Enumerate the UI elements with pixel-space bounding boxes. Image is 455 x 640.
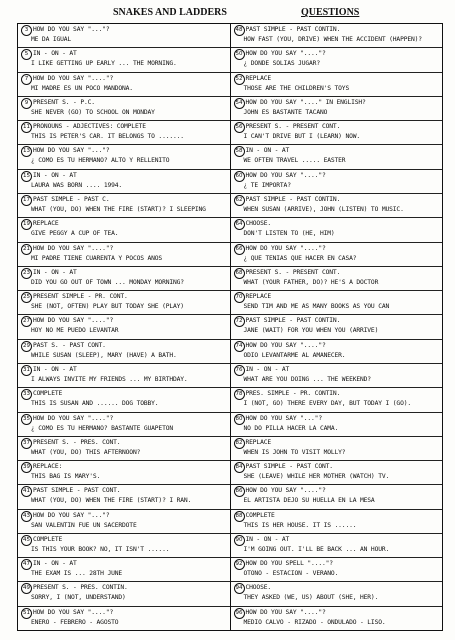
- question-instruction: [21, 292, 227, 303]
- instruction-text: PRES. SIMPLE - PR. CONTIN.: [245, 390, 341, 398]
- question-cell: [231, 97, 443, 121]
- question-instruction: [21, 462, 227, 473]
- question-text: THIS BAG IS MARY'S.: [31, 473, 101, 481]
- instruction-text: HOW DO YOU SPELL "...."?: [245, 560, 333, 568]
- question-instruction: [21, 608, 227, 619]
- square-number: 51: [21, 608, 32, 619]
- worksheet-subtitle: QUESTIONS: [301, 7, 360, 18]
- question-instruction: [234, 74, 440, 85]
- square-number: 41: [21, 486, 32, 497]
- square-number: 84: [234, 462, 245, 473]
- question-instruction: [234, 414, 440, 425]
- instruction-text: HOW DO YOU SAY "...."?: [33, 244, 114, 252]
- question-instruction: [21, 195, 227, 206]
- instruction-text: CHOOSE.: [245, 220, 271, 228]
- instruction-text: HOW DO YOU SAY "..."?: [33, 147, 110, 155]
- square-number: 37: [21, 438, 32, 449]
- question-text: HOY NO ME PUEDO LEVANTAR: [31, 327, 119, 335]
- question-cell: [231, 170, 443, 194]
- instruction-text: PAST S. - PAST CONT.: [33, 341, 106, 349]
- square-number: 15: [21, 171, 32, 182]
- question-instruction: [21, 316, 227, 327]
- question-cell: [231, 582, 443, 606]
- question-text: WHEN IS JOHN TO VISIT MOLLY?: [243, 448, 346, 456]
- question-cell: [231, 315, 443, 339]
- question-cell: [18, 437, 230, 461]
- question-text: NO DO PILLA HACER LA CAMA.: [243, 424, 339, 432]
- question-text: JOHN ES BASTANTE TACAÑO: [243, 108, 328, 116]
- question-instruction: [21, 535, 227, 546]
- question-cell: [18, 267, 230, 291]
- question-text: SHE NEVER (GO) TO SCHOOL ON MONDAY: [31, 108, 155, 116]
- worksheet-title: SNAKES AND LADDERS: [113, 7, 227, 18]
- question-instruction: [21, 511, 227, 522]
- question-text: WHAT ARE YOU DOING ... THE WEEKEND?: [243, 375, 371, 383]
- square-number: 35: [21, 414, 32, 425]
- instruction-text: HOW DO YOU SAY "..."?: [245, 414, 322, 422]
- instruction-text: HOW DO YOU SAY "...."?: [245, 50, 326, 58]
- instruction-text: IN - ON - AT: [33, 365, 77, 373]
- square-number: 94: [234, 583, 245, 594]
- question-cell: [231, 485, 443, 509]
- question-text: DON'T LISTEN TO (HE, HIM): [243, 230, 335, 238]
- question-text: GIVE PEGGY A CUP OF TEA.: [31, 230, 119, 238]
- question-cell: [18, 607, 230, 630]
- question-instruction: [234, 122, 440, 133]
- instruction-text: PAST SIMPLE - PAST C.: [33, 195, 110, 203]
- question-text: THIS IS HER HOUSE. IT IS ......: [243, 521, 357, 529]
- question-text: I (NOT, GO) THERE EVERY DAY, BUT TODAY I (GO).: [243, 400, 411, 408]
- question-cell: [231, 534, 443, 558]
- question-instruction: [21, 219, 227, 230]
- square-number: 19: [21, 219, 32, 230]
- instruction-text: PRONOUNS - ADJECTIVES: COMPLETE: [33, 123, 146, 131]
- instruction-text: HOW DO YOU SAY "...."?: [245, 171, 326, 179]
- question-cell: [231, 607, 443, 630]
- worksheet-header: [0, 4, 455, 20]
- square-number: 60: [234, 171, 245, 182]
- question-instruction: [21, 74, 227, 85]
- question-cell: [18, 364, 230, 388]
- question-instruction: [234, 25, 440, 36]
- square-number: 7: [21, 74, 32, 85]
- question-text: I'M GOING OUT. I'LL BE BACK ... AN HOUR.: [243, 545, 390, 553]
- question-text: THIS IS SUSAN AND ...... DOG TOBBY.: [31, 400, 159, 408]
- question-text: MI PADRE TIENE CUARENTA Y POCOS AÑOS: [31, 254, 163, 262]
- square-number: 23: [21, 268, 32, 279]
- question-instruction: [234, 389, 440, 400]
- question-text: DID YOU GO OUT OF TOWN ... MONDAY MORNING?: [31, 278, 184, 286]
- question-text: WHAT (YOU, DO) WHEN THE FIRE (START)? I SLEEPING: [31, 205, 206, 213]
- question-cell: [231, 437, 443, 461]
- question-cell: [18, 121, 230, 145]
- instruction-text: HOW DO YOU SAY "...."?: [33, 608, 114, 616]
- question-text: WE OFTEN TRAVEL ..... EASTER: [243, 157, 346, 165]
- square-number: 49: [21, 583, 32, 594]
- instruction-text: IN - ON - AT: [245, 365, 290, 373]
- question-text: SHE (NOT, OFTEN) PLAY BUT TODAY SHE (PLAY): [31, 303, 184, 311]
- question-text: WHEN SUSAN (ARRIVE), JOHN (LISTEN) TO MUSIC.: [243, 205, 404, 213]
- question-cell: [231, 413, 443, 437]
- question-text: THOSE ARE THE CHILDREN'S TOYS: [243, 84, 350, 92]
- question-text: WHAT (YOU, DO) THIS AFTERNOON?: [31, 448, 141, 456]
- question-text: WHAT (YOU, DO) WHEN THE FIRE (START)? I RAN.: [31, 497, 192, 505]
- question-instruction: [234, 511, 440, 522]
- question-text: THIS IS PETER'S CAR. IT BELONGS TO .......: [31, 133, 184, 141]
- question-cell: [18, 24, 230, 48]
- instruction-text: PAST SIMPLE - PAST CONT.: [245, 463, 333, 471]
- square-number: 21: [21, 244, 32, 255]
- square-number: 64: [234, 219, 245, 230]
- question-instruction: [21, 49, 227, 60]
- question-cell: [18, 534, 230, 558]
- instruction-text: HOW DO YOU SAY "...."?: [33, 317, 114, 325]
- instruction-text: REPLACE: [245, 438, 271, 446]
- question-instruction: [234, 559, 440, 570]
- question-cell: [231, 48, 443, 72]
- question-instruction: [21, 341, 227, 352]
- square-number: 62: [234, 195, 245, 206]
- question-text: ¿ CÓMO ES TU HERMANO? BASTANTE GUAPETÓN: [31, 424, 174, 432]
- question-cell: [231, 121, 443, 145]
- square-number: 92: [234, 559, 245, 570]
- square-number: 86: [234, 486, 245, 497]
- instruction-text: PRESENT S. - PRESENT CONT.: [245, 123, 341, 131]
- question-text: I ALWAYS INVITE MY FRIENDS ... MY BIRTHDAY.: [31, 375, 188, 383]
- question-instruction: [234, 98, 440, 109]
- question-text: THEY ASKED (WE, US) ABOUT (SHE, HER).: [243, 594, 379, 602]
- question-cell: [231, 267, 443, 291]
- square-number: 76: [234, 365, 245, 376]
- question-instruction: [21, 438, 227, 449]
- question-instruction: [21, 559, 227, 570]
- question-cell: [231, 364, 443, 388]
- instruction-text: COMPLETE: [33, 390, 63, 398]
- question-instruction: [234, 244, 440, 255]
- question-text: ODIO LEVANTARME AL AMANECER.: [243, 351, 346, 359]
- question-text: JANE (WAIT) FOR YOU WHEN YOU (ARRIVE): [243, 327, 379, 335]
- square-number: 50: [234, 49, 245, 60]
- question-cell: [18, 243, 230, 267]
- question-text: SAN VALENTÍN FUE UN SACERDOTE: [31, 521, 137, 529]
- question-cell: [231, 510, 443, 534]
- question-instruction: [234, 341, 440, 352]
- question-cell: [231, 145, 443, 169]
- question-cell: [231, 24, 443, 48]
- question-text: HOW FAST (YOU, DRIVE) WHEN THE ACCIDENT (HAPPEN)?: [243, 36, 422, 43]
- square-number: 33: [21, 389, 32, 400]
- question-instruction: [21, 486, 227, 497]
- question-cell: [18, 485, 230, 509]
- question-text: MI MADRE ES UN POCO MANDONA.: [31, 84, 133, 92]
- instruction-text: PRESENT S. - PRES. CONTIN.: [33, 584, 128, 592]
- question-text: SHE (LEAVE) WHILE HER MOTHER (WATCH) TV.: [243, 473, 390, 481]
- question-text: WHILE SUSAN (SLEEP), MARY (HAVE) A BATH.: [31, 351, 177, 359]
- question-instruction: [21, 268, 227, 279]
- question-text: SEND TIM AND ME AS MANY BOOKS AS YOU CAN: [243, 303, 390, 311]
- question-cell: [18, 48, 230, 72]
- instruction-text: PRESENT S. - PRESENT CONT.: [245, 268, 341, 276]
- instruction-text: PRESENT S. - P.C.: [33, 98, 95, 106]
- instruction-text: REPLACE: [33, 220, 59, 228]
- instruction-text: HOW DO YOU SAY "...."?: [33, 414, 114, 422]
- square-number: 48: [234, 25, 245, 36]
- question-cell: [231, 243, 443, 267]
- instruction-text: REPLACE: [245, 293, 271, 301]
- question-text: OTOÑO - ESTACIÓN - VERANO.: [243, 570, 339, 578]
- instruction-text: IN - ON - AT: [33, 50, 77, 58]
- question-instruction: [234, 462, 440, 473]
- question-text: I LIKE GETTING UP EARLY ... THE MORNING.: [31, 60, 177, 68]
- question-instruction: [234, 583, 440, 594]
- question-instruction: [234, 365, 440, 376]
- question-instruction: [234, 268, 440, 279]
- question-instruction: [234, 146, 440, 157]
- question-text: ¿ CÓMO ES TU HERMANO? ALTO Y RELLENITO: [31, 157, 170, 165]
- questions-table: [17, 23, 443, 631]
- square-number: 17: [21, 195, 32, 206]
- instruction-text: PAST SIMPLE - PAST CONTIN.: [245, 195, 341, 203]
- question-instruction: [234, 316, 440, 327]
- square-number: 31: [21, 365, 32, 376]
- square-number: 3: [21, 25, 32, 36]
- square-number: 9: [21, 98, 32, 109]
- square-number: 47: [21, 559, 32, 570]
- question-text: I CAN'T DRIVE BUT I (LEARN) NOW.: [243, 133, 361, 141]
- instruction-text: IN - ON - AT: [245, 147, 290, 155]
- question-instruction: [21, 365, 227, 376]
- instruction-text: COMPLETE: [33, 535, 63, 543]
- question-text: SORRY, I (NOT, UNDERSTAND): [31, 594, 126, 602]
- question-instruction: [21, 122, 227, 133]
- question-cell: [18, 291, 230, 315]
- instruction-text: HOW DO YOU SAY "..."?: [33, 26, 110, 33]
- question-instruction: [21, 98, 227, 109]
- question-cell: [231, 388, 443, 412]
- question-cell: [18, 510, 230, 534]
- question-text: EL ARTISTA DEJÓ SU HUELLA EN LA MESA: [243, 497, 375, 505]
- question-instruction: [234, 219, 440, 230]
- square-number: 29: [21, 341, 32, 352]
- question-instruction: [21, 146, 227, 157]
- question-cell: [18, 145, 230, 169]
- question-instruction: [234, 486, 440, 497]
- question-cell: [231, 340, 443, 364]
- question-text: THE EXAM IS ... 28TH JUNE: [31, 570, 123, 578]
- instruction-text: PRESENT S. - PRES. CONT.: [33, 438, 121, 446]
- square-number: 82: [234, 438, 245, 449]
- question-text: ¿ DÓNDE SOLÍAS JUGAR?: [243, 60, 320, 68]
- instruction-text: IN - ON - AT: [33, 171, 77, 179]
- question-cell: [231, 291, 443, 315]
- question-text: LAURA WAS BORN .... 1994.: [31, 181, 123, 189]
- square-number: 5: [21, 49, 32, 60]
- question-cell: [231, 73, 443, 97]
- question-cell: [18, 388, 230, 412]
- square-number: 52: [234, 74, 245, 85]
- question-instruction: [21, 583, 227, 594]
- square-number: 13: [21, 146, 32, 157]
- square-number: 56: [234, 122, 245, 133]
- instruction-text: HOW DO YOU SAY "...."?: [245, 341, 326, 349]
- question-cell: [18, 558, 230, 582]
- square-number: 90: [234, 535, 245, 546]
- instruction-text: HOW DO YOU SAY "...." IN ENGLISH?: [245, 98, 366, 106]
- question-cell: [18, 170, 230, 194]
- left-column: [18, 24, 230, 630]
- question-cell: [18, 73, 230, 97]
- square-number: 96: [234, 608, 245, 619]
- question-instruction: [234, 608, 440, 619]
- question-instruction: [234, 49, 440, 60]
- square-number: 66: [234, 244, 245, 255]
- question-text: ENERO - FEBRERO - AGOSTO: [31, 618, 119, 626]
- question-cell: [18, 315, 230, 339]
- square-number: 11: [21, 122, 32, 133]
- question-text: WHAT (YOUR FATHER, DO)? HE'S A DOCTOR: [243, 278, 379, 286]
- question-text: IS THIS YOUR BOOK? NO, IT ISN'T ......: [31, 545, 170, 553]
- question-instruction: [21, 244, 227, 255]
- question-instruction: [21, 414, 227, 425]
- square-number: 54: [234, 98, 245, 109]
- question-cell: [18, 97, 230, 121]
- square-number: 70: [234, 292, 245, 303]
- instruction-text: REPLACE: [245, 74, 271, 82]
- question-cell: [18, 413, 230, 437]
- square-number: 68: [234, 268, 245, 279]
- instruction-text: IN - ON - AT: [33, 560, 77, 568]
- question-instruction: [234, 292, 440, 303]
- question-cell: [231, 558, 443, 582]
- square-number: 43: [21, 511, 32, 522]
- square-number: 45: [21, 535, 32, 546]
- question-cell: [231, 461, 443, 485]
- question-instruction: [234, 195, 440, 206]
- question-cell: [231, 218, 443, 242]
- square-number: 78: [234, 389, 245, 400]
- question-instruction: [234, 171, 440, 182]
- question-cell: [18, 461, 230, 485]
- question-instruction: [234, 438, 440, 449]
- question-text: MEDIO CALVO - RIZADO - ONDULADO - LISO.: [243, 618, 386, 626]
- instruction-text: PAST SIMPLE - PAST CONTIN.: [245, 26, 341, 33]
- instruction-text: PAST SIMPLE - PAST CONTIN.: [245, 317, 341, 325]
- square-number: 74: [234, 341, 245, 352]
- square-number: 58: [234, 146, 245, 157]
- right-column: [230, 24, 443, 630]
- instruction-text: HOW DO YOU SAY "...."?: [245, 487, 326, 495]
- instruction-text: HOW DO YOU SAY "...."?: [245, 244, 326, 252]
- question-instruction: [234, 535, 440, 546]
- question-text: ¿ TE IMPORTA?: [243, 181, 291, 189]
- square-number: 39: [21, 462, 32, 473]
- instruction-text: IN - ON - AT: [33, 268, 77, 276]
- instruction-text: PRESENT SIMPLE - PR. CONT.: [33, 293, 128, 301]
- instruction-text: HOW DO YOU SAY "...."?: [33, 74, 114, 82]
- question-cell: [18, 582, 230, 606]
- question-instruction: [21, 389, 227, 400]
- question-cell: [18, 194, 230, 218]
- instruction-text: IN - ON - AT: [245, 535, 290, 543]
- instruction-text: PAST SIMPLE - PAST CONT.: [33, 487, 121, 495]
- question-cell: [18, 218, 230, 242]
- square-number: 27: [21, 316, 32, 327]
- instruction-text: HOW DO YOU SAY "..."?: [33, 511, 110, 519]
- instruction-text: COMPLETE: [245, 511, 275, 519]
- instruction-text: HOW DO YOU SAY "...."?: [245, 608, 326, 616]
- question-instruction: [21, 171, 227, 182]
- square-number: 25: [21, 292, 32, 303]
- square-number: 80: [234, 414, 245, 425]
- question-cell: [231, 194, 443, 218]
- question-text: ¿ QUÉ TENÍAS QUE HACER EN CASA?: [243, 254, 357, 262]
- question-text: ME DA IGUAL: [31, 36, 72, 43]
- question-instruction: [21, 25, 227, 36]
- instruction-text: REPLACE:: [33, 463, 63, 471]
- square-number: 88: [234, 511, 245, 522]
- square-number: 72: [234, 316, 245, 327]
- question-cell: [18, 340, 230, 364]
- instruction-text: CHOOSE.: [245, 584, 271, 592]
